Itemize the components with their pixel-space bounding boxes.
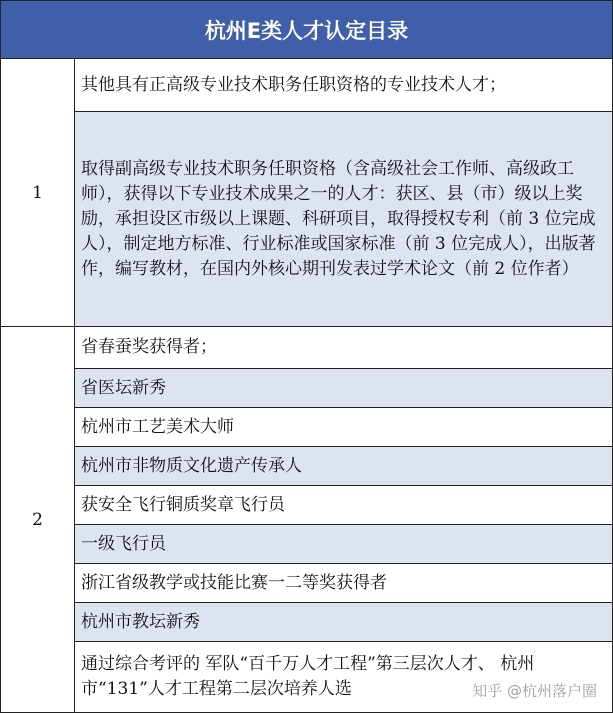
table-row — [75, 408, 612, 447]
row-text: 杭州市非物质文化遗产传承人 — [81, 455, 302, 476]
group-number-1: 1 — [1, 59, 75, 327]
table-row — [75, 564, 612, 603]
table-row — [75, 327, 612, 369]
table-row — [75, 59, 612, 112]
row-text: 省春蚕奖获得者； — [81, 337, 217, 357]
group-number-2: 2 — [1, 327, 75, 712]
table-row — [75, 369, 612, 408]
table-row — [75, 525, 612, 564]
watermark: 知乎 @杭州落户圈 — [472, 682, 597, 700]
table-title: 杭州E类人才认定目录 — [1, 1, 612, 59]
row-text: 浙江省级教学或技能比赛一二等奖获得者 — [81, 572, 387, 593]
row-text: 获安全飞行铜质奖章飞行员 — [81, 494, 285, 515]
row-text: 省医坛新秀 — [81, 377, 166, 398]
row-text: 杭州市教坛新秀 — [81, 611, 200, 632]
table-row — [75, 642, 612, 712]
row-text: 其他具有正高级专业技术职务任职资格的专业技术人才； — [81, 74, 506, 95]
row-text: 取得副高级专业技术职务任职资格（含高级社会工作师、高级政工师），获得以下专业技术成果之一的人才：获区、县（市）级以上奖励，承担设区市级以上课题、科研项目，取得授权专利（前 3 位完成人），制定地方标准、行业标准或国家标准（前 3 位完成人），出版著作，编写教材，在国内外核心期刊发表过学术论文（前 2 位作者） — [81, 158, 596, 279]
row-text: 通过综合考评的 军队“百千万人才工程”第三层次人才、 杭州市“131”人才工程第二层次培养人选 — [81, 654, 535, 699]
table-row — [75, 486, 612, 525]
row-text: 一级飞行员 — [81, 533, 166, 554]
table-row — [75, 603, 612, 642]
row-text: 杭州市工艺美术大师 — [81, 416, 234, 437]
table-row — [75, 112, 612, 327]
table-row — [75, 447, 612, 486]
